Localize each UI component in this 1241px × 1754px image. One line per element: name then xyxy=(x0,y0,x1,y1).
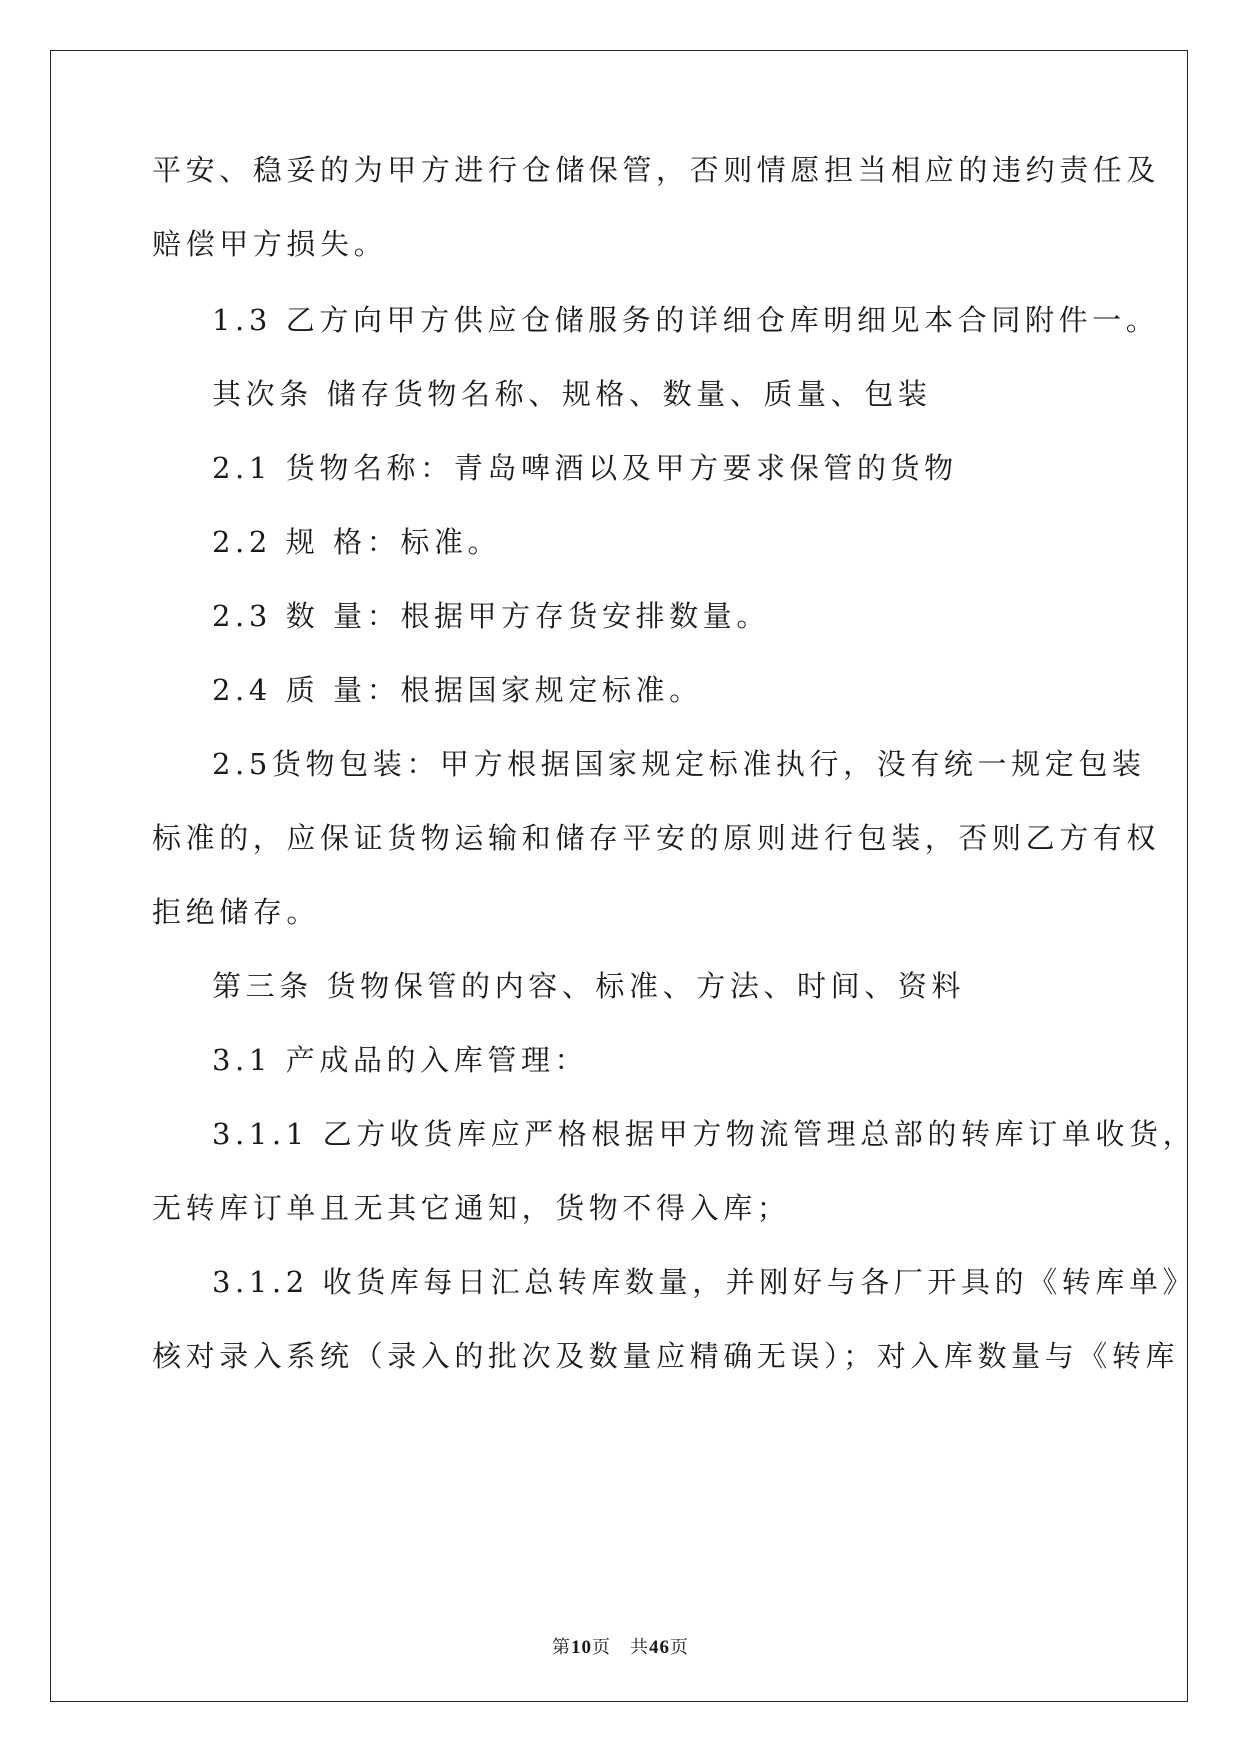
page-footer xyxy=(0,1633,1241,1659)
footer-suffix: 页 xyxy=(670,1637,689,1658)
clause-1-3: 1.3 乙方向甲方供应仓储服务的详细仓库明细见本合同附件一。 xyxy=(212,303,1160,337)
clause-2-4: 2.4 质 量：根据国家规定标准。 xyxy=(212,673,703,707)
body-line-1: 平安、稳妥的为甲方进行仓储保管，否则情愿担当相应的违约责任及 xyxy=(152,153,1161,187)
total-pages-number: 46 xyxy=(649,1637,670,1658)
current-page-number: 10 xyxy=(571,1637,592,1658)
page-border xyxy=(50,50,1188,1702)
footer-prefix: 第 xyxy=(552,1637,571,1658)
clause-2-3: 2.3 数 量：根据甲方存货安排数量。 xyxy=(212,599,770,633)
body-line-2: 赔偿甲方损失。 xyxy=(152,227,388,261)
body-line-clause-3-1-2-cont: 核对录入系统（录入的批次及数量应精确无误）；对入库数量与《转库 xyxy=(152,1339,1180,1373)
clause-2-2: 2.2 规 格：标准。 xyxy=(212,525,502,559)
article-3-heading: 第三条 货物保管的内容、标准、方法、时间、资料 xyxy=(212,969,966,1003)
clause-2-1: 2.1 货物名称：青岛啤酒以及甲方要求保管的货物 xyxy=(212,451,958,485)
clause-3-1-1: 3.1.1 乙方收货库应严格根据甲方物流管理总部的转库订单收货， xyxy=(212,1117,1197,1151)
article-2-heading: 其次条 储存货物名称、规格、数量、质量、包装 xyxy=(212,377,932,411)
body-line-clause-2-5-cont: 标准的，应保证货物运输和储存平安的原则进行包装，否则乙方有权 xyxy=(152,821,1161,855)
clause-3-1-2: 3.1.2 收货库每日汇总转库数量，并刚好与各厂开具的《转库单》 xyxy=(212,1265,1197,1299)
body-line-clause-2-5-end: 拒绝储存。 xyxy=(152,895,321,929)
footer-middle: 页 共 xyxy=(592,1637,649,1658)
clause-2-5: 2.5货物包装：甲方根据国家规定标准执行，没有统一规定包装 xyxy=(212,747,1146,781)
clause-3-1: 3.1 产成品的入库管理： xyxy=(212,1043,589,1077)
body-line-clause-3-1-1-cont: 无转库订单且无其它通知，货物不得入库； xyxy=(152,1191,791,1225)
